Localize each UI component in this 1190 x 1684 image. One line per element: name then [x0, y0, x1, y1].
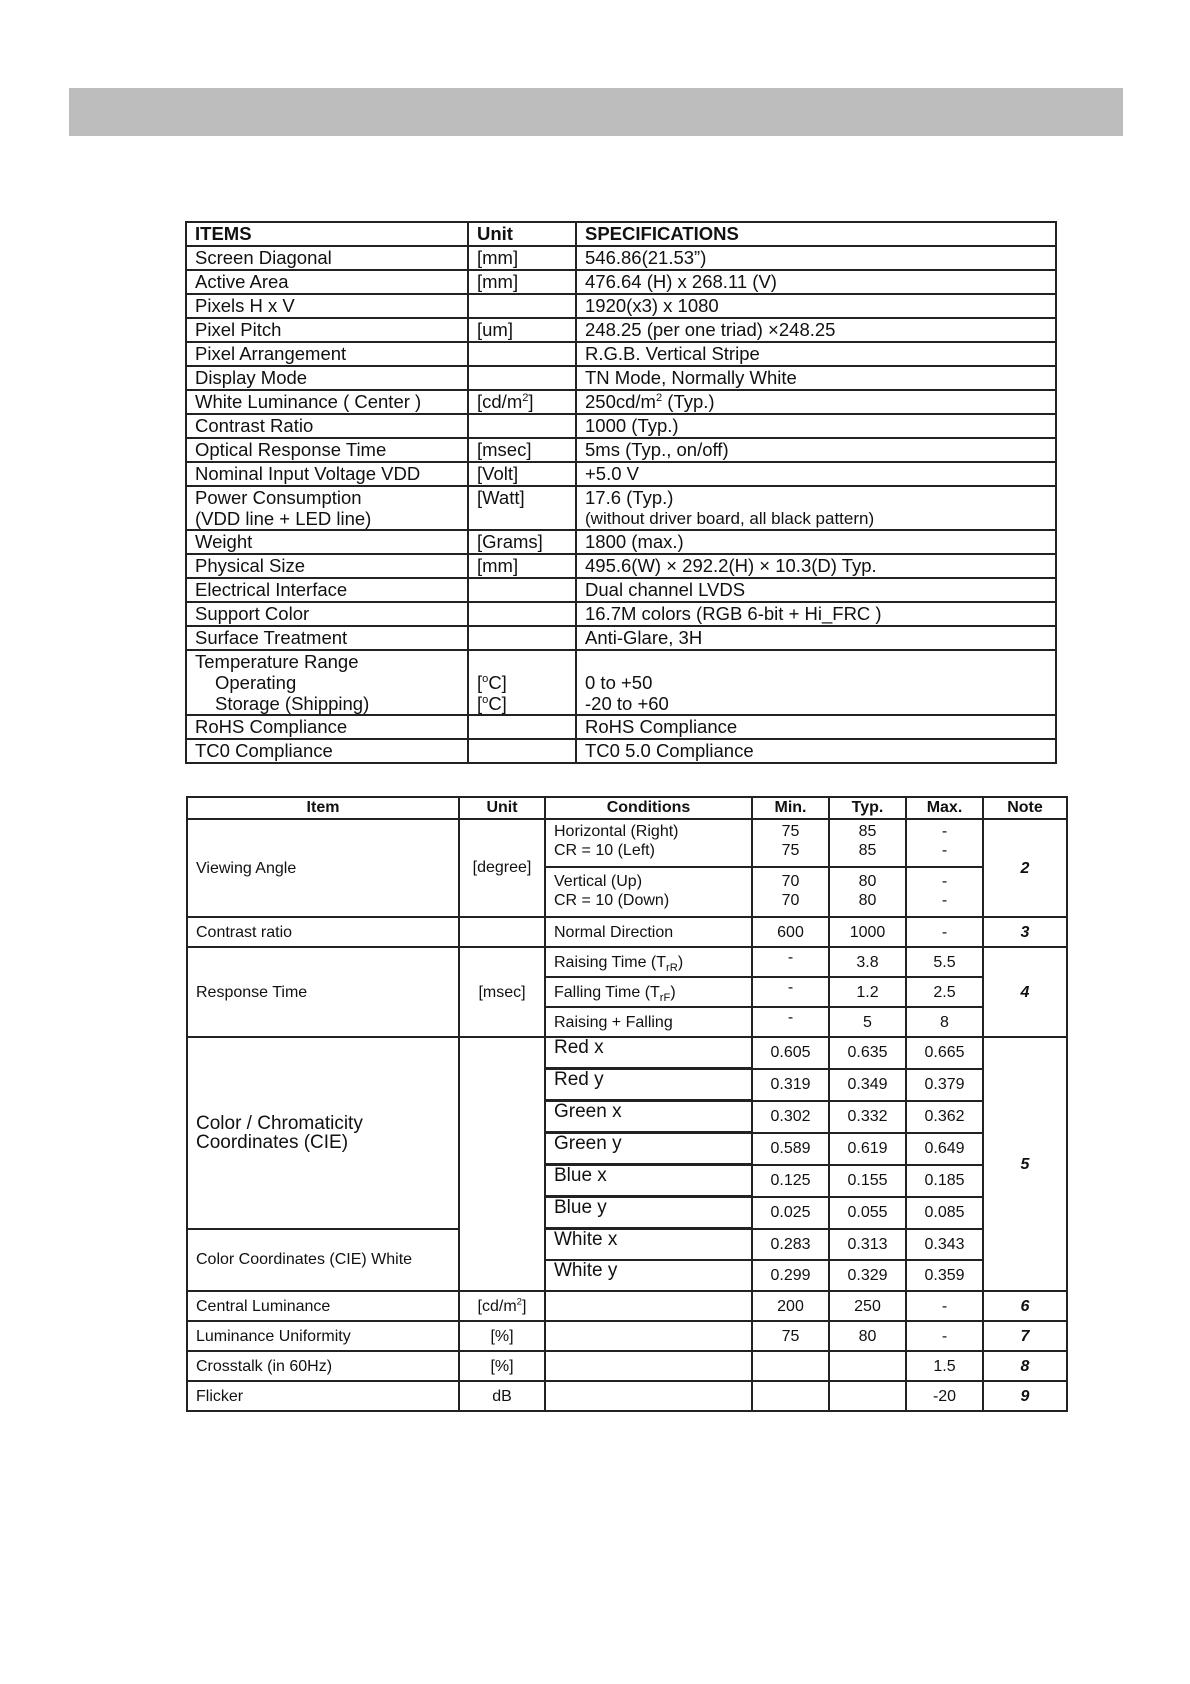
response-condition: [545, 947, 752, 977]
unit-text: [%]: [490, 1327, 514, 1345]
header-typ: Typ.: [829, 797, 906, 819]
horizontal-condition: [545, 819, 752, 867]
spec-row: [186, 530, 1056, 554]
header-item: Item: [187, 797, 459, 819]
spec-unit-cell: [468, 715, 576, 739]
spec-sup: 2: [655, 391, 663, 404]
tail-min: 75: [752, 1321, 829, 1351]
tail-min: [752, 1381, 829, 1411]
spec-unit: [mm]: [477, 555, 519, 576]
cond-text: Raising + Falling: [554, 1013, 673, 1031]
note-5: 5: [983, 1037, 1067, 1291]
spec-item: Physical Size: [195, 555, 306, 576]
spec-unit: [mm]: [477, 247, 519, 268]
optical-header-row: [187, 797, 1067, 819]
spec-value-cell: [576, 366, 1056, 390]
response-label: Response Time: [187, 947, 459, 1037]
tail-typ: 80: [829, 1321, 906, 1351]
spec-value-cell: [576, 602, 1056, 626]
tail-typ: [829, 1381, 906, 1411]
spec-value-cell: [576, 715, 1056, 739]
color-min: 0.125: [752, 1165, 829, 1197]
spec-row: [186, 270, 1056, 294]
unit-text: [: [477, 672, 483, 693]
header-items: ITEMS: [186, 222, 468, 246]
spec-value: TC0 5.0 Compliance: [585, 740, 754, 761]
color-condition: Green x: [545, 1101, 752, 1133]
tail-min: 200: [752, 1291, 829, 1321]
white-condition: White y: [545, 1260, 752, 1291]
spec-item-cell: [186, 650, 468, 715]
color-condition: Blue y: [545, 1197, 752, 1229]
cond-sub: rF: [659, 991, 671, 1004]
tail-condition: [545, 1321, 752, 1351]
contrast-max: -: [906, 917, 983, 947]
spec-item-cell: [186, 602, 468, 626]
color-typ: 0.332: [829, 1101, 906, 1133]
spec-row: [186, 246, 1056, 270]
viewing-angle-h_typ: [829, 819, 906, 867]
note-6: 6: [983, 1291, 1067, 1321]
spec-item-cell: [186, 318, 468, 342]
spec-item-cell: [186, 294, 468, 318]
color-min: 0.025: [752, 1197, 829, 1229]
spec-item: TC0 Compliance: [195, 740, 333, 761]
white-typ: 0.329: [829, 1260, 906, 1291]
viewing-angle-h_min: [752, 819, 829, 867]
general-spec-table: [185, 221, 1057, 764]
spec-value: 0 to +50: [585, 672, 653, 693]
viewing-angle-h_max: [906, 819, 983, 867]
spec-item: Pixel Arrangement: [195, 343, 347, 364]
response-min: -: [752, 947, 829, 977]
spec-value: -20 to +60: [585, 693, 669, 714]
spec-value-cell: [576, 342, 1056, 366]
tail-row: [187, 1351, 1067, 1381]
label-line: Color / Chromaticity: [196, 1112, 363, 1134]
spec-row: [186, 462, 1056, 486]
tail-row: [187, 1381, 1067, 1411]
spec-item: White Luminance ( Center ): [195, 391, 422, 412]
value: 75: [781, 842, 800, 859]
unit-text: [%]: [490, 1357, 514, 1375]
value: -: [941, 873, 948, 890]
spec-value: R.G.B. Vertical Stripe: [585, 343, 760, 364]
spacer: [477, 651, 575, 672]
optical-characteristics-table: [186, 796, 1068, 1412]
spec-item-cell: [186, 414, 468, 438]
spec-item: Surface Treatment: [195, 627, 348, 648]
spec-unit: [Volt]: [477, 463, 519, 484]
tail-unit: [459, 1351, 545, 1381]
unit-sup: o: [482, 693, 489, 706]
value: 80: [858, 892, 877, 909]
section-header-bar: [69, 88, 1123, 136]
spec-value-cell: [576, 486, 1056, 530]
spec-value-cell: [576, 390, 1056, 414]
spec-value-cell: [576, 246, 1056, 270]
spec-unit-cell: [468, 390, 576, 414]
response-min: -: [752, 977, 829, 1007]
spec-row: [186, 414, 1056, 438]
cond-tail: ): [677, 953, 684, 971]
color-max: 0.649: [906, 1133, 983, 1165]
spec-unit-cell: [468, 739, 576, 763]
color-typ: 0.155: [829, 1165, 906, 1197]
spec-header-row: [186, 222, 1056, 246]
spec-value-cell: [576, 739, 1056, 763]
viewing-angle-label: Viewing Angle: [187, 819, 459, 917]
tail-unit: [459, 1321, 545, 1351]
header-min: Min.: [752, 797, 829, 819]
spec-subitem: Storage (Shipping): [215, 693, 370, 714]
spec-item: Nominal Input Voltage VDD: [195, 463, 421, 484]
color-min: 0.302: [752, 1101, 829, 1133]
spec-item: Temperature Range: [195, 651, 359, 672]
spec-value: 495.6(W) × 292.2(H) × 10.3(D) Typ.: [585, 555, 877, 576]
note-4: 4: [983, 947, 1067, 1037]
response-typ: 5: [829, 1007, 906, 1037]
spec-unit: [um]: [477, 319, 513, 340]
spec-value-cell: [576, 530, 1056, 554]
spec-row: [186, 578, 1056, 602]
spec-unit-cell: [468, 438, 576, 462]
response-condition: [545, 1007, 752, 1037]
spec-value-cell: [576, 270, 1056, 294]
contrast-row: [187, 917, 1067, 947]
spec-unit-cell: [468, 602, 576, 626]
spec-row: [186, 438, 1056, 462]
spec-row: [186, 554, 1056, 578]
spec-item-cell: [186, 246, 468, 270]
cond-tail: ): [670, 983, 676, 1001]
spec-value-cell: [576, 578, 1056, 602]
note-2: 2: [983, 819, 1067, 917]
contrast-unit: [459, 917, 545, 947]
spec-item: Pixels H x V: [195, 295, 295, 316]
spec-value-cell: [576, 414, 1056, 438]
spec-value: 476.64 (H) x 268.11 (V): [585, 271, 777, 292]
contrast-label: Contrast ratio: [187, 917, 459, 947]
spec-unit: [477, 693, 575, 714]
spec-unit-cell: [468, 294, 576, 318]
tail-max: -20: [906, 1381, 983, 1411]
spec-value: 546.86(21.53”): [585, 247, 707, 268]
value: 85: [858, 823, 877, 840]
spec-item: Support Color: [195, 603, 310, 624]
spec-value-line2: (without driver board, all black pattern): [585, 509, 875, 528]
response-max: 8: [906, 1007, 983, 1037]
viewing-angle-v_min: [752, 867, 829, 917]
color-min: 0.319: [752, 1069, 829, 1101]
spec-item: Screen Diagonal: [195, 247, 332, 268]
tail-condition: [545, 1381, 752, 1411]
unit-sup: 2: [516, 1296, 522, 1308]
color-min: 0.589: [752, 1133, 829, 1165]
header-max: Max.: [906, 797, 983, 819]
spec-value-cell: [576, 294, 1056, 318]
spec-item: Power Consumption: [195, 487, 362, 508]
spec-item-cell: [186, 390, 468, 414]
spec-row: [186, 318, 1056, 342]
spec-unit-cell: [468, 366, 576, 390]
spec-value: 16.7M colors (RGB 6-bit + Hi_FRC ): [585, 603, 882, 624]
white-typ: 0.313: [829, 1229, 906, 1261]
tail-max: -: [906, 1321, 983, 1351]
color-typ: 0.055: [829, 1197, 906, 1229]
cond-sub: rR: [666, 961, 678, 974]
spec-row: [186, 650, 1056, 715]
spec-value: 1800 (max.): [585, 531, 684, 552]
spec-row: [186, 486, 1056, 530]
response-condition: [545, 977, 752, 1007]
color-label: [187, 1037, 459, 1229]
unit-tail: C]: [488, 693, 507, 714]
condition-line: Horizontal (Right): [554, 823, 679, 840]
viewing-angle-unit: [degree]: [459, 819, 545, 917]
unit-tail: ]: [528, 391, 534, 412]
spec-item-cell: [186, 366, 468, 390]
tail-unit: [459, 1381, 545, 1411]
color-max: 0.085: [906, 1197, 983, 1229]
spec-value-cell: [576, 626, 1056, 650]
color-condition: Green y: [545, 1133, 752, 1165]
color-typ: 0.619: [829, 1133, 906, 1165]
unit-tail: ]: [522, 1297, 527, 1315]
value: 85: [858, 842, 877, 859]
color-condition: Red y: [545, 1069, 752, 1101]
white-min: 0.283: [752, 1229, 829, 1261]
spec-value-cell: [576, 554, 1056, 578]
response-max: 2.5: [906, 977, 983, 1007]
spec-unit-cell: [468, 462, 576, 486]
spec-unit-cell: [468, 318, 576, 342]
spec-item-cell: [186, 342, 468, 366]
color-max: 0.185: [906, 1165, 983, 1197]
spec-item-cell: [186, 462, 468, 486]
response-typ: 3.8: [829, 947, 906, 977]
response-min: -: [752, 1007, 829, 1037]
value: -: [941, 823, 948, 840]
spec-value: 250cd/m: [585, 391, 656, 412]
spec-item: Weight: [195, 531, 253, 552]
spec-unit-cell: [468, 414, 576, 438]
condition-line: CR = 10 (Left): [554, 842, 655, 859]
header-specifications: SPECIFICATIONS: [576, 222, 1056, 246]
color-max: 0.362: [906, 1101, 983, 1133]
tail-row: [187, 1321, 1067, 1351]
tail-max: -: [906, 1291, 983, 1321]
spec-item-cell: [186, 578, 468, 602]
spec-value-cell: [576, 650, 1056, 715]
response-typ: 1.2: [829, 977, 906, 1007]
value: -: [941, 892, 948, 909]
spec-value: 17.6 (Typ.): [585, 487, 674, 508]
spec-row: [186, 715, 1056, 739]
spec-unit: [477, 672, 575, 693]
spec-row: [186, 626, 1056, 650]
spec-unit-cell: [468, 530, 576, 554]
contrast-typ: 1000: [829, 917, 906, 947]
spec-row: [186, 739, 1056, 763]
spec-value: 5ms (Typ., on/off): [585, 439, 729, 460]
note-7: 7: [983, 1321, 1067, 1351]
unit-text: [: [477, 693, 483, 714]
color-typ: 0.635: [829, 1037, 906, 1069]
spec-value: 248.25 (per one triad) ×248.25: [585, 319, 836, 340]
tail-label: Central Luminance: [187, 1291, 459, 1321]
contrast-min: 600: [752, 917, 829, 947]
spec-value: TN Mode, Normally White: [585, 367, 797, 388]
value: 70: [781, 892, 800, 909]
spec-item-cell: [186, 270, 468, 294]
spec-item-cell: [186, 739, 468, 763]
tail-label: Luminance Uniformity: [187, 1321, 459, 1351]
condition-line: Vertical (Up): [554, 873, 643, 890]
spec-row: [186, 366, 1056, 390]
color-typ: 0.349: [829, 1069, 906, 1101]
spec-unit: [Watt]: [477, 487, 525, 508]
spec-unit-cell: [468, 342, 576, 366]
color-condition: Red x: [545, 1037, 752, 1069]
viewing-angle-v_typ: [829, 867, 906, 917]
cond-text: Raising Time (T: [554, 953, 667, 971]
spec-item-cell: [186, 554, 468, 578]
note-8: 8: [983, 1351, 1067, 1381]
spec-value: +5.0 V: [585, 463, 640, 484]
tail-condition: [545, 1291, 752, 1321]
spec-unit-cell: [468, 270, 576, 294]
tail-typ: [829, 1351, 906, 1381]
spec-item: RoHS Compliance: [195, 716, 348, 737]
spec-value: RoHS Compliance: [585, 716, 738, 737]
spec-item-cell: [186, 438, 468, 462]
spec-row: [186, 602, 1056, 626]
spec-unit: [cd/m: [477, 391, 523, 412]
tail-unit: [459, 1291, 545, 1321]
spec-item-cell: [186, 715, 468, 739]
spec-item: Active Area: [195, 271, 289, 292]
spec-row: [186, 390, 1056, 414]
contrast-condition: Normal Direction: [545, 917, 752, 947]
label-line: Coordinates (CIE): [196, 1131, 349, 1153]
spec-value: 1000 (Typ.): [585, 415, 679, 436]
spec-tail: (Typ.): [662, 391, 715, 412]
white-max: 0.359: [906, 1260, 983, 1291]
header-unit: Unit: [459, 797, 545, 819]
spec-item: Contrast Ratio: [195, 415, 314, 436]
spacer: [585, 651, 1055, 672]
spec-item: Display Mode: [195, 367, 308, 388]
header-conditions: Conditions: [545, 797, 752, 819]
spec-unit-cell: [468, 246, 576, 270]
header-unit: Unit: [468, 222, 576, 246]
spec-row: [186, 294, 1056, 318]
unit-text: dB: [492, 1387, 512, 1405]
response-max: 5.5: [906, 947, 983, 977]
white-min: 0.299: [752, 1260, 829, 1291]
color-row: [187, 1037, 1067, 1069]
spec-unit-cell: [468, 626, 576, 650]
spec-value-cell: [576, 318, 1056, 342]
spec-row: [186, 342, 1056, 366]
spec-item-line2: (VDD line + LED line): [195, 508, 372, 529]
color-condition: Blue x: [545, 1165, 752, 1197]
spec-value: Anti-Glare, 3H: [585, 627, 703, 648]
color-max: 0.379: [906, 1069, 983, 1101]
spec-value: 1920(x3) x 1080: [585, 295, 719, 316]
spec-unit: [mm]: [477, 271, 519, 292]
spec-item-cell: [186, 530, 468, 554]
unit-text: [cd/m: [477, 1297, 517, 1315]
note-3: 3: [983, 917, 1067, 947]
spec-unit-cell: [468, 486, 576, 530]
tail-label: Flicker: [187, 1381, 459, 1411]
response-row: [187, 947, 1067, 977]
tail-typ: 250: [829, 1291, 906, 1321]
tail-condition: [545, 1351, 752, 1381]
value: 70: [781, 873, 800, 890]
spec-unit: [Grams]: [477, 531, 543, 552]
spec-unit: [msec]: [477, 439, 532, 460]
note-9: 9: [983, 1381, 1067, 1411]
white-max: 0.343: [906, 1229, 983, 1261]
spec-unit-cell: [468, 554, 576, 578]
value: 75: [781, 823, 800, 840]
header-note: Note: [983, 797, 1067, 819]
viewing-angle-v_max: [906, 867, 983, 917]
vertical-condition: [545, 867, 752, 917]
response-unit: [msec]: [459, 947, 545, 1037]
viewing-angle-row-h: [187, 819, 1067, 867]
tail-label: Crosstalk (in 60Hz): [187, 1351, 459, 1381]
spec-item: Optical Response Time: [195, 439, 387, 460]
tail-row: [187, 1291, 1067, 1321]
spec-item-cell: [186, 486, 468, 530]
unit-tail: C]: [488, 672, 507, 693]
unit-sup: o: [482, 672, 489, 685]
spec-value-cell: [576, 438, 1056, 462]
spec-value: Dual channel LVDS: [585, 579, 746, 600]
color-max: 0.665: [906, 1037, 983, 1069]
value: 80: [858, 873, 877, 890]
spec-subitem: Operating: [215, 672, 297, 693]
spec-item-cell: [186, 626, 468, 650]
spec-item: Pixel Pitch: [195, 319, 282, 340]
white-condition: White x: [545, 1229, 752, 1261]
spec-value-cell: [576, 462, 1056, 486]
spec-unit-cell: [468, 578, 576, 602]
unit-sup: 2: [522, 391, 529, 404]
tail-min: [752, 1351, 829, 1381]
white-row: [187, 1229, 1067, 1261]
color-unit: [459, 1037, 545, 1291]
spec-unit-cell: [468, 650, 576, 715]
cond-text: Falling Time (T: [554, 983, 660, 1001]
tail-max: 1.5: [906, 1351, 983, 1381]
white-label: Color Coordinates (CIE) White: [187, 1229, 459, 1292]
value: -: [941, 842, 948, 859]
color-min: 0.605: [752, 1037, 829, 1069]
condition-line: CR = 10 (Down): [554, 892, 670, 909]
spec-item: Electrical Interface: [195, 579, 348, 600]
